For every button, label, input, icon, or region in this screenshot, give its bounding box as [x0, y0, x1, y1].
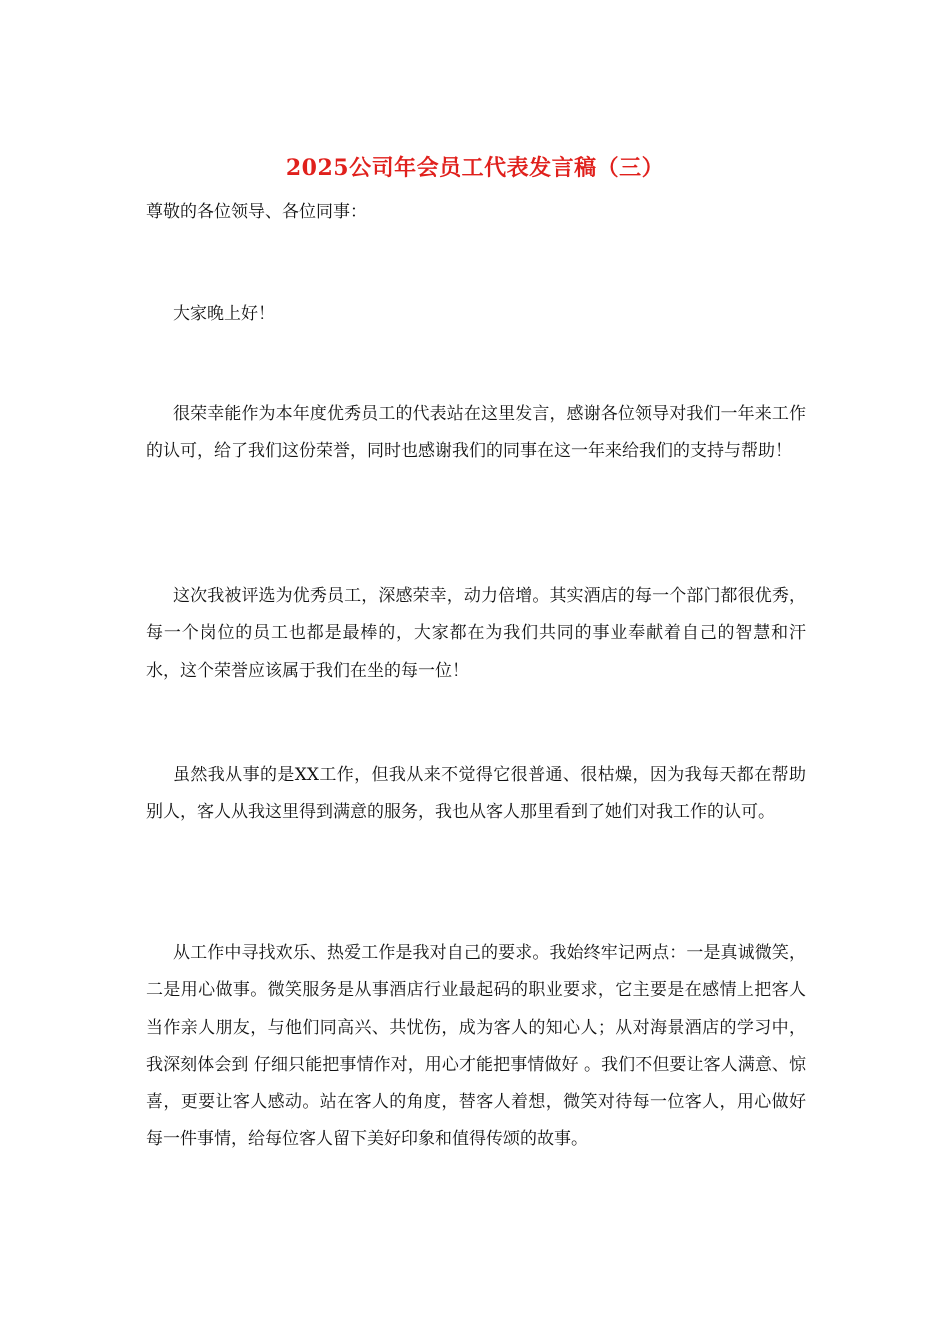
paragraph-greeting: 大家晚上好！	[173, 304, 275, 324]
document-title: 2025公司年会员工代表发言稿（三）	[285, 155, 665, 181]
paragraph-work: 虽然我从事的是XX工作，但我从来不觉得它很普通、很枯燥，因为我每天都在帮助别人，客人从我这里得到满意的服务，我也从客人那里看到了她们对我工作的认可。	[146, 765, 806, 823]
paragraph-service: 从工作中寻找欢乐、热爱工作是我对自己的要求。我始终牢记两点：一是真诚微笑，二是用心做事。微笑服务是从事酒店行业最起码的职业要求，它主要是在感情上把客人当作亲人朋友，与他们同高兴、共忧伤，成为客人的知心人；从对海景酒店的学习中，我深刻体会到 仔细只能把事情作对，用心才能把事情做好 。我们不但要让客人满意、惊喜，更要让客人感动。站在客人的角度，替客人着想，微笑对待每一位客人，用心做好每一件事情，给每位客人留下美好印象和值得传颂的故事。	[146, 943, 806, 1150]
paragraph-thanks: 很荣幸能作为本年度优秀员工的代表站在这里发言，感谢各位领导对我们一年来工作的认可，给了我们这份荣誉，同时也感谢我们的同事在这一年来给我们的支持与帮助！	[146, 404, 806, 462]
salutation: 尊敬的各位领导、各位同事：	[146, 202, 367, 222]
paragraph-honor: 这次我被评选为优秀员工，深感荣幸，动力倍增。其实酒店的每一个部门都很优秀，每一个岗位的员工也都是最棒的，大家都在为我们共同的事业奉献着自己的智慧和汗水，这个荣誉应该属于我们在坐的每一位！	[146, 586, 806, 681]
